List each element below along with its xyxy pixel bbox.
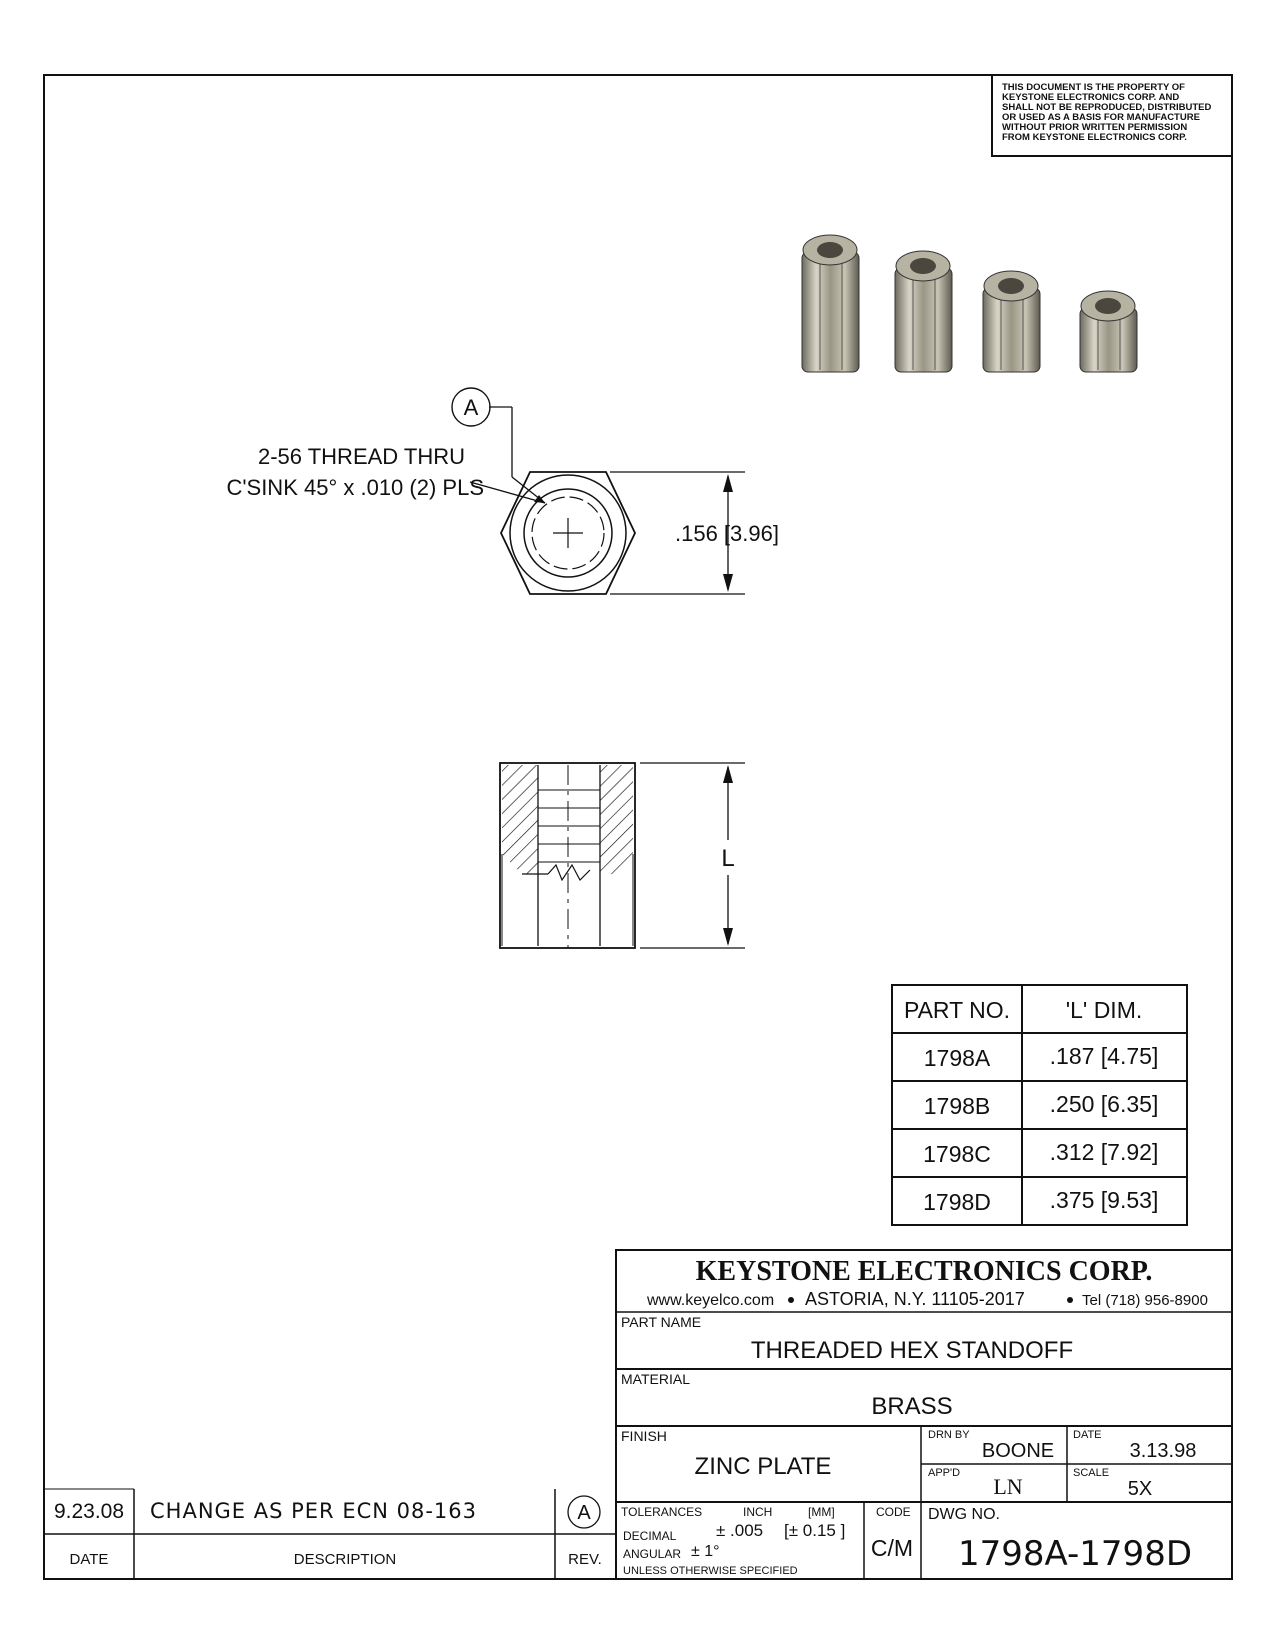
- decimal-tolerance: ± .005: [716, 1521, 764, 1540]
- code-value: C/M: [870, 1535, 914, 1561]
- notice-line: OR USED AS A BASIS FOR MANUFACTURE: [1002, 112, 1200, 123]
- notice-line: WITHOUT PRIOR WRITTEN PERMISSION: [1002, 122, 1188, 133]
- decimal-label: DECIMAL: [623, 1529, 677, 1543]
- revision-block: [44, 1489, 616, 1579]
- appd-label: APP'D: [928, 1467, 961, 1479]
- material-value: BRASS: [871, 1393, 953, 1420]
- tolerances-label: TOLERANCES: [621, 1505, 703, 1519]
- length-dimension: [640, 763, 745, 948]
- table-cell-dim: .250 [6.35]: [1049, 1091, 1159, 1117]
- thread-note-line1: 2-56 THREAD THRU: [257, 444, 465, 469]
- section-view: [500, 763, 635, 948]
- table-cell-dim: .375 [9.53]: [1049, 1187, 1159, 1213]
- appd-value: LN: [993, 1474, 1023, 1499]
- scale-label: SCALE: [1073, 1467, 1110, 1479]
- dwg-no-label: DWG NO.: [928, 1506, 1000, 1523]
- part-name-label: PART NAME: [621, 1314, 702, 1330]
- table-cell-part: 1798D: [923, 1189, 991, 1215]
- part-name-value: THREADED HEX STANDOFF: [750, 1337, 1074, 1364]
- length-label: L: [721, 845, 735, 872]
- standoff-photo-1798b: [983, 271, 1040, 372]
- callout-letter: A: [463, 395, 479, 420]
- company-phone: Tel (718) 956-8900: [1082, 1292, 1208, 1309]
- drn-by-label: DRN BY: [928, 1429, 970, 1441]
- revision-letter: A: [577, 1502, 591, 1524]
- finish-label: FINISH: [621, 1428, 667, 1444]
- angular-label: ANGULAR: [623, 1547, 682, 1561]
- mm-label: [MM]: [808, 1505, 835, 1519]
- table-cell-part: 1798A: [923, 1045, 991, 1071]
- notice-line: FROM KEYSTONE ELECTRONICS CORP.: [1002, 132, 1187, 143]
- hex-dimension-value: .156 [3.96]: [675, 521, 779, 546]
- proprietary-notice: [992, 75, 1232, 156]
- company-name: KEYSTONE ELECTRONICS CORP.: [695, 1256, 1153, 1287]
- notice-line: KEYSTONE ELECTRONICS CORP. AND: [1002, 92, 1180, 103]
- material-label: MATERIAL: [621, 1371, 690, 1387]
- date-label: DATE: [1073, 1429, 1102, 1441]
- finish-value: ZINC PLATE: [694, 1453, 832, 1480]
- table-cell-part: 1798B: [923, 1093, 991, 1119]
- table-cell-dim: .187 [4.75]: [1049, 1043, 1159, 1069]
- date-value: 3.13.98: [1129, 1440, 1197, 1462]
- revision-description: CHANGE AS PER ECN 08-163: [150, 1499, 478, 1523]
- decimal-tolerance-mm: [± 0.15 ]: [784, 1521, 846, 1540]
- thread-note-line2: C'SINK 45° x .010 (2) PLS: [226, 475, 484, 500]
- callout-a: [452, 388, 490, 426]
- inch-label: INCH: [743, 1505, 773, 1519]
- revision-description-header: DESCRIPTION: [293, 1551, 397, 1568]
- unless-note: UNLESS OTHERWISE SPECIFIED: [623, 1565, 798, 1577]
- company-address: ASTORIA, N.Y. 11105-2017: [805, 1289, 1025, 1309]
- standoff-photo-1798a: [1080, 291, 1137, 372]
- standoff-photos: [802, 235, 1137, 372]
- notice-line: SHALL NOT BE REPRODUCED, DISTRIBUTED: [1002, 102, 1212, 113]
- revision-date-header: DATE: [69, 1551, 109, 1568]
- code-label: CODE: [876, 1505, 911, 1519]
- notice-line: THIS DOCUMENT IS THE PROPERTY OF: [1002, 82, 1185, 93]
- company-website: www.keyelco.com: [647, 1292, 775, 1309]
- scale-value: 5X: [1127, 1478, 1153, 1500]
- standoff-photo-1798d: [802, 235, 859, 372]
- table-header-l-dim: 'L' DIM.: [1065, 997, 1143, 1023]
- dims-table: [892, 985, 1187, 1225]
- angular-tolerance: ± 1°: [691, 1543, 720, 1560]
- table-cell-part: 1798C: [923, 1141, 991, 1167]
- table-cell-dim: .312 [7.92]: [1049, 1139, 1159, 1165]
- revision-rev-header: REV.: [568, 1551, 602, 1568]
- standoff-photo-1798c: [895, 251, 952, 372]
- table-header-part-no: PART NO.: [903, 997, 1011, 1023]
- dwg-no-value: 1798A-1798D: [957, 1534, 1193, 1574]
- revision-date: 9.23.08: [53, 1500, 125, 1523]
- hex-end-view: [470, 407, 635, 594]
- drn-by-value: BOONE: [981, 1440, 1055, 1462]
- title-block: [616, 1250, 1232, 1579]
